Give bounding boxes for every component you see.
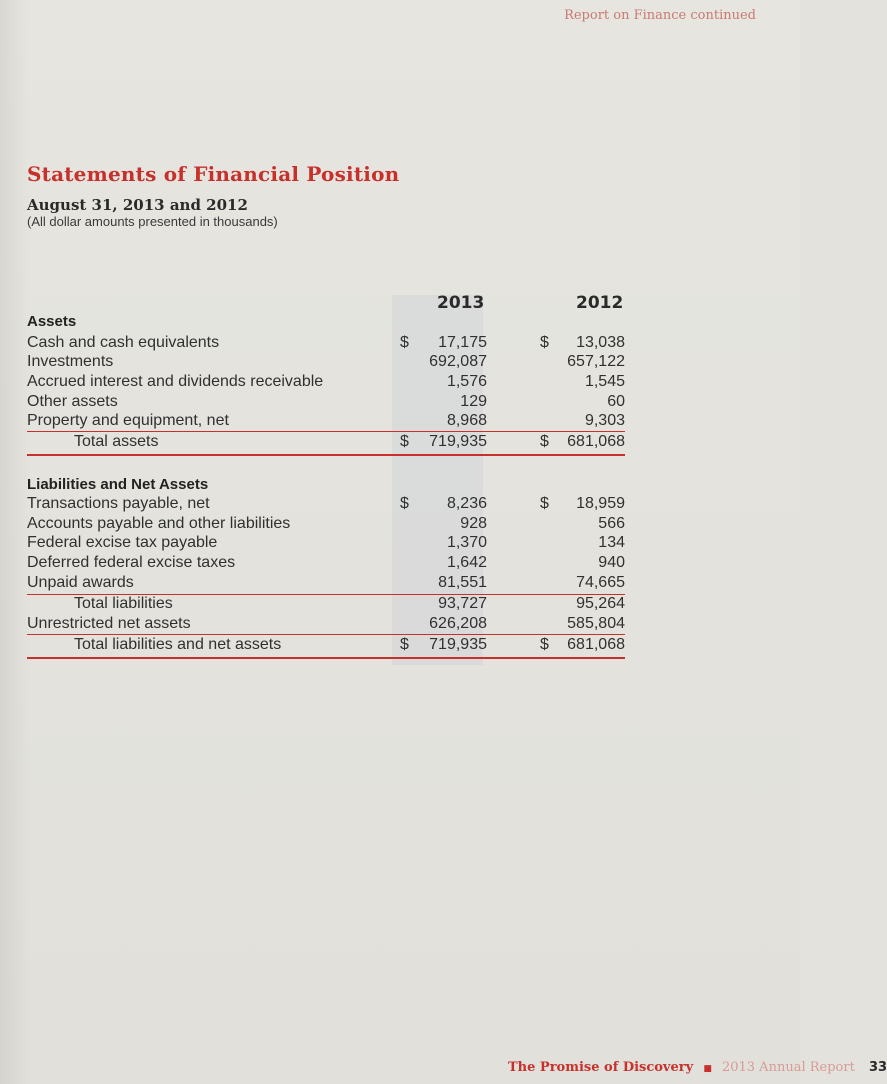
- value-2012: 585,804: [567, 615, 625, 632]
- row-label: Federal excise tax payable: [27, 534, 218, 551]
- footer-bullet: ■: [703, 1064, 712, 1074]
- currency-2012: $: [540, 334, 549, 351]
- row-label: Property and equipment, net: [27, 412, 229, 429]
- row-label: Accrued interest and dividends receivable: [27, 373, 324, 390]
- value-2013: 626,208: [429, 615, 487, 632]
- row-label: Total liabilities: [74, 595, 173, 612]
- currency-2012: $: [540, 433, 549, 450]
- amounts-note: (All dollar amounts presented in thousands): [27, 214, 278, 229]
- row-label: Unpaid awards: [27, 574, 134, 591]
- page-subtitle: August 31, 2013 and 2012: [27, 196, 248, 214]
- currency-2012: $: [540, 636, 549, 653]
- row-label: Other assets: [27, 393, 118, 410]
- running-header: Report on Finance continued: [564, 8, 756, 23]
- value-2013: 17,175: [438, 334, 487, 351]
- value-2013: 8,968: [446, 412, 487, 429]
- value-2012: 18,959: [576, 495, 625, 512]
- row-label: Transactions payable, net: [27, 495, 210, 512]
- currency-2013: $: [400, 433, 409, 450]
- table-row: [27, 534, 625, 556]
- column-header-2012: 2012: [576, 293, 624, 313]
- value-2012: 657,122: [567, 353, 625, 370]
- grand-total-row: [27, 636, 625, 658]
- row-label: Total liabilities and net assets: [74, 636, 282, 653]
- value-2012: 566: [598, 515, 625, 532]
- subtotal-rule: [27, 431, 625, 432]
- value-2013: 1,370: [446, 534, 487, 551]
- row-label: Deferred federal excise taxes: [27, 554, 236, 571]
- table-row: [27, 554, 625, 576]
- value-2012: 74,665: [576, 574, 625, 591]
- page-footer: [508, 1060, 887, 1075]
- value-2013: 1,642: [446, 554, 487, 571]
- row-label: Unrestricted net assets: [27, 615, 191, 632]
- row-label: Total assets: [74, 433, 159, 450]
- value-2012: 9,303: [584, 412, 625, 429]
- assets-heading: Assets: [27, 313, 77, 330]
- page-title: Statements of Financial Position: [27, 162, 400, 186]
- total-assets-row: [27, 433, 625, 455]
- value-2012: 940: [598, 554, 625, 571]
- total-rule: [27, 454, 625, 456]
- value-2013: 8,236: [446, 495, 487, 512]
- table-row: [27, 373, 625, 395]
- currency-2012: $: [540, 495, 549, 512]
- value-2013: 93,727: [438, 595, 487, 612]
- value-2012: 134: [598, 534, 625, 551]
- value-2013: 692,087: [429, 353, 487, 370]
- value-2013: 719,935: [429, 636, 487, 653]
- footer-report: 2013 Annual Report: [721, 1060, 855, 1075]
- column-header-2013: 2013: [437, 293, 485, 313]
- currency-2013: $: [400, 495, 409, 512]
- footer-publication: The Promise of Discovery: [508, 1060, 694, 1075]
- table-row: [27, 495, 625, 517]
- table-row: [27, 353, 625, 375]
- value-2012: 60: [607, 393, 625, 410]
- currency-2013: $: [400, 636, 409, 653]
- table-row: [27, 574, 625, 596]
- value-2012: 681,068: [567, 636, 625, 653]
- row-label: Investments: [27, 353, 114, 370]
- value-2013: 1,576: [446, 373, 487, 390]
- value-2013: 81,551: [438, 574, 487, 591]
- value-2013: 719,935: [429, 433, 487, 450]
- value-2012: 13,038: [576, 334, 625, 351]
- value-2012: 95,264: [576, 595, 625, 612]
- liabilities-heading: Liabilities and Net Assets: [27, 476, 209, 493]
- value-2013: 928: [460, 515, 487, 532]
- currency-2013: $: [400, 334, 409, 351]
- value-2013: 129: [460, 393, 487, 410]
- total-liabilities-row: [27, 595, 625, 617]
- row-label: Accounts payable and other liabilities: [27, 515, 291, 532]
- subtotal-rule: [27, 634, 625, 635]
- value-2012: 681,068: [567, 433, 625, 450]
- row-label: Cash and cash equivalents: [27, 334, 220, 351]
- page-number: 33: [868, 1060, 887, 1075]
- value-2012: 1,545: [584, 373, 625, 390]
- total-rule: [27, 657, 625, 659]
